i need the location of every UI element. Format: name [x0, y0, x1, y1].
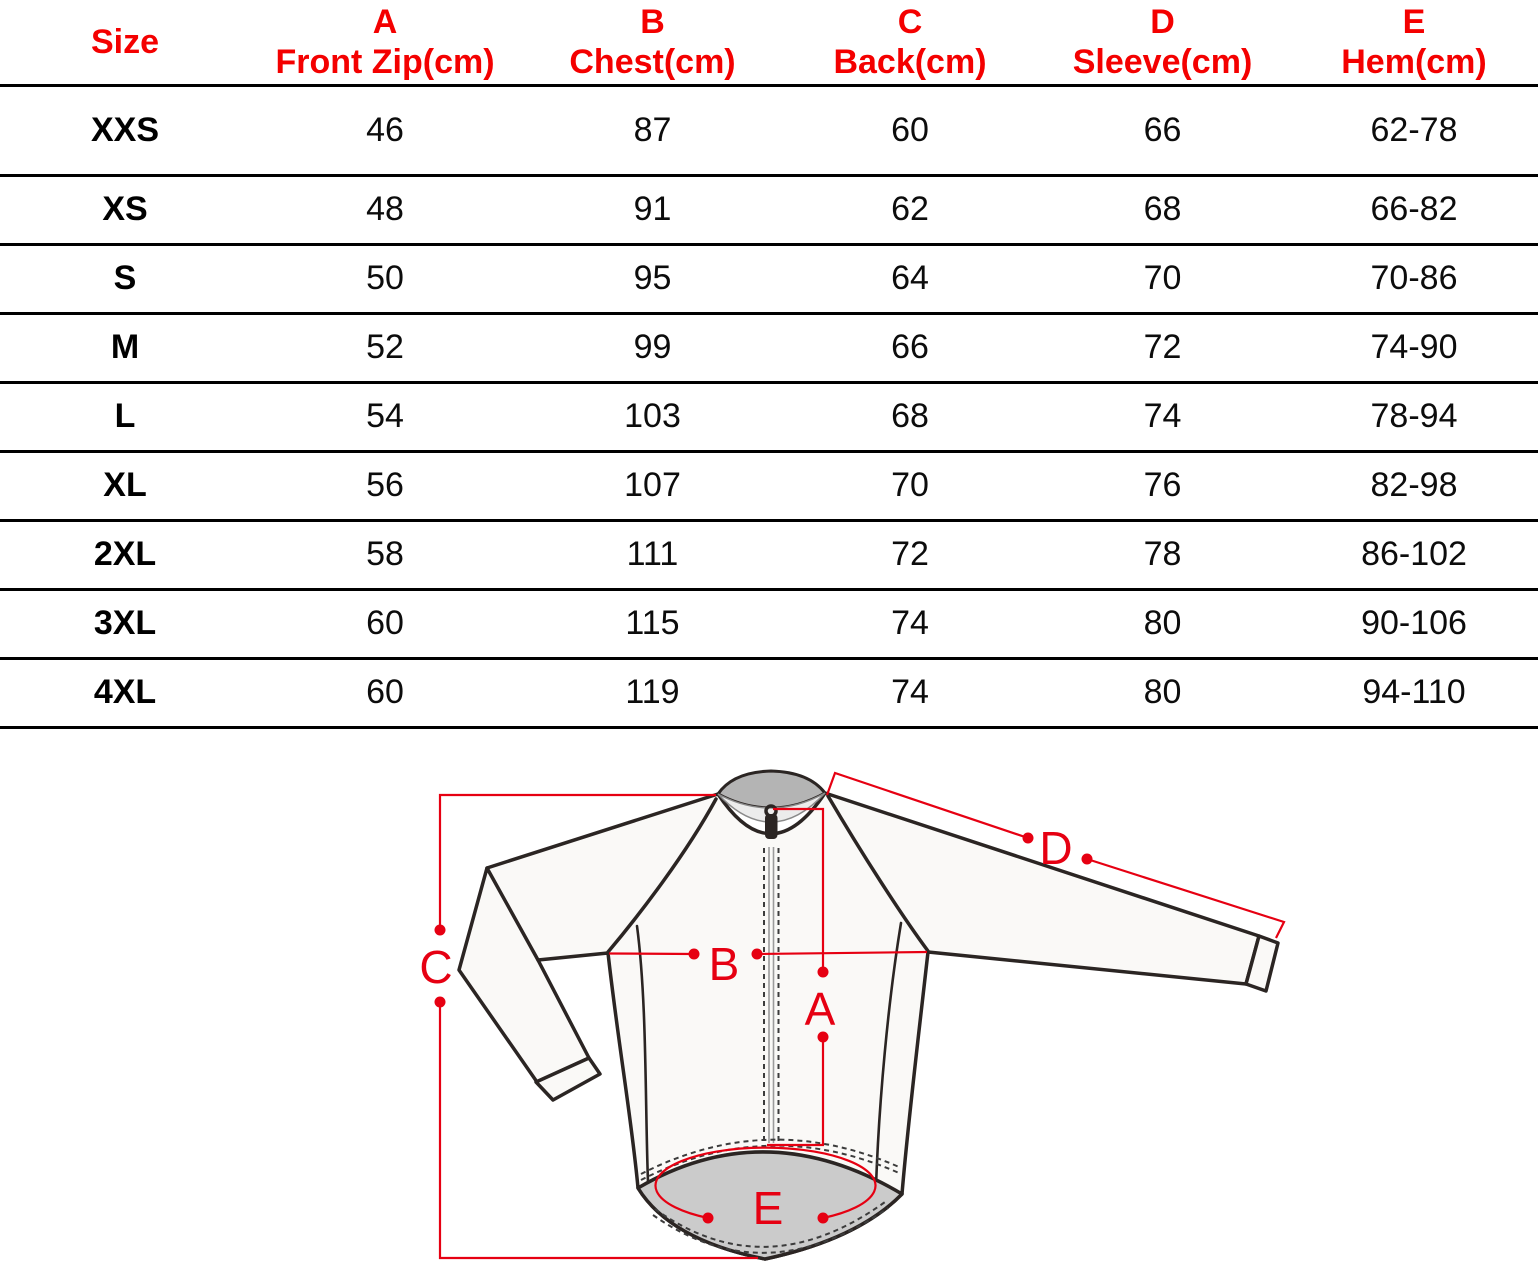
dot	[435, 996, 446, 1007]
label-e: E	[752, 1181, 784, 1234]
cell-chest: 103	[624, 397, 681, 435]
dot	[818, 1212, 829, 1223]
cell-front-zip: 52	[366, 328, 404, 366]
cell-back: 74	[891, 604, 929, 642]
cell-back: 72	[891, 535, 929, 573]
size-label: 3XL	[93, 604, 157, 642]
column-name: Size	[90, 22, 160, 61]
cell-back: 64	[891, 259, 929, 297]
cell-sleeve: 80	[1143, 673, 1182, 711]
size-label: XS	[102, 190, 148, 228]
table-row	[0, 85, 1538, 175]
cell-sleeve: 76	[1143, 466, 1182, 504]
cell-sleeve: 66	[1143, 110, 1182, 149]
cell-sleeve: 70	[1143, 259, 1182, 297]
cell-sleeve: 78	[1143, 535, 1182, 573]
size-label: M	[110, 328, 140, 366]
cell-back: 74	[891, 673, 929, 711]
cell-sleeve: 68	[1143, 190, 1182, 228]
column-header-back	[785, 0, 1035, 85]
cell-chest: 115	[625, 604, 680, 642]
cell-back: 66	[891, 328, 929, 366]
cell-front-zip: 48	[366, 190, 404, 228]
cell-chest: 95	[633, 259, 672, 297]
cell-chest: 99	[633, 328, 672, 366]
column-header-hem	[1290, 0, 1538, 85]
cell-chest: 107	[624, 466, 681, 504]
table-row	[0, 175, 1538, 244]
cell-hem: 66-82	[1370, 190, 1458, 228]
dot	[703, 1212, 714, 1223]
zipper-pull	[765, 814, 778, 839]
cell-front-zip: 58	[366, 535, 404, 573]
label-a: A	[804, 982, 836, 1035]
table-row	[0, 520, 1538, 589]
table-row	[0, 451, 1538, 520]
table-row	[0, 244, 1538, 313]
column-name: Front Zip(cm)	[275, 42, 495, 81]
column-letter: D	[1150, 2, 1175, 41]
dot	[752, 948, 763, 959]
size-label: S	[113, 259, 137, 297]
cell-chest: 119	[625, 673, 680, 711]
table-row	[0, 589, 1538, 658]
size-label: 2XL	[93, 535, 157, 573]
cell-hem: 94-110	[1362, 673, 1466, 711]
header-row	[0, 0, 1538, 85]
cell-back: 62	[891, 190, 929, 228]
size-label: XXS	[90, 110, 160, 149]
column-header-size	[0, 0, 250, 85]
cell-front-zip: 60	[366, 604, 404, 642]
cell-hem: 74-90	[1370, 328, 1458, 366]
table-row	[0, 313, 1538, 382]
column-letter: A	[372, 2, 398, 41]
cell-front-zip: 56	[366, 466, 404, 504]
cell-hem: 90-106	[1361, 604, 1467, 642]
dot	[435, 924, 446, 935]
dot	[1023, 832, 1034, 843]
cell-front-zip: 46	[366, 110, 404, 149]
cell-sleeve: 80	[1143, 604, 1182, 642]
size-label: L	[114, 397, 136, 435]
dot	[818, 966, 829, 977]
column-name: Chest(cm)	[569, 42, 736, 81]
jersey-measurement-diagram	[0, 729, 1538, 1278]
label-c: C	[419, 940, 453, 993]
cell-front-zip: 54	[366, 397, 404, 435]
cell-hem: 86-102	[1361, 535, 1467, 573]
cell-front-zip: 60	[366, 673, 404, 711]
label-b: B	[708, 937, 740, 990]
column-header-front-zip	[250, 0, 520, 85]
label-d: D	[1039, 821, 1073, 874]
cell-front-zip: 50	[366, 259, 404, 297]
measure-b-line-left	[609, 953, 694, 954]
cell-sleeve: 74	[1143, 397, 1182, 435]
size-label: 4XL	[93, 673, 157, 711]
cell-back: 60	[891, 110, 929, 149]
dot	[1082, 853, 1093, 864]
cell-hem: 70-86	[1370, 259, 1458, 297]
column-header-chest	[520, 0, 785, 85]
cell-hem: 82-98	[1370, 466, 1458, 504]
column-letter: E	[1402, 2, 1426, 41]
cell-back: 68	[891, 397, 929, 435]
cell-sleeve: 72	[1143, 328, 1182, 366]
dot	[689, 948, 700, 959]
cell-chest: 111	[626, 535, 679, 573]
cell-chest: 91	[633, 190, 672, 228]
cell-hem: 78-94	[1370, 397, 1458, 435]
cell-hem: 62-78	[1370, 110, 1458, 149]
column-name: Back(cm)	[833, 42, 987, 81]
cell-chest: 87	[633, 110, 672, 149]
column-letter: B	[640, 2, 665, 41]
column-letter: C	[897, 2, 923, 41]
column-header-sleeve	[1035, 0, 1290, 85]
table-row	[0, 382, 1538, 451]
column-name: Hem(cm)	[1341, 42, 1487, 81]
cell-back: 70	[891, 466, 929, 504]
column-name: Sleeve(cm)	[1072, 42, 1253, 81]
table-row	[0, 658, 1538, 727]
size-label: XL	[103, 466, 147, 504]
